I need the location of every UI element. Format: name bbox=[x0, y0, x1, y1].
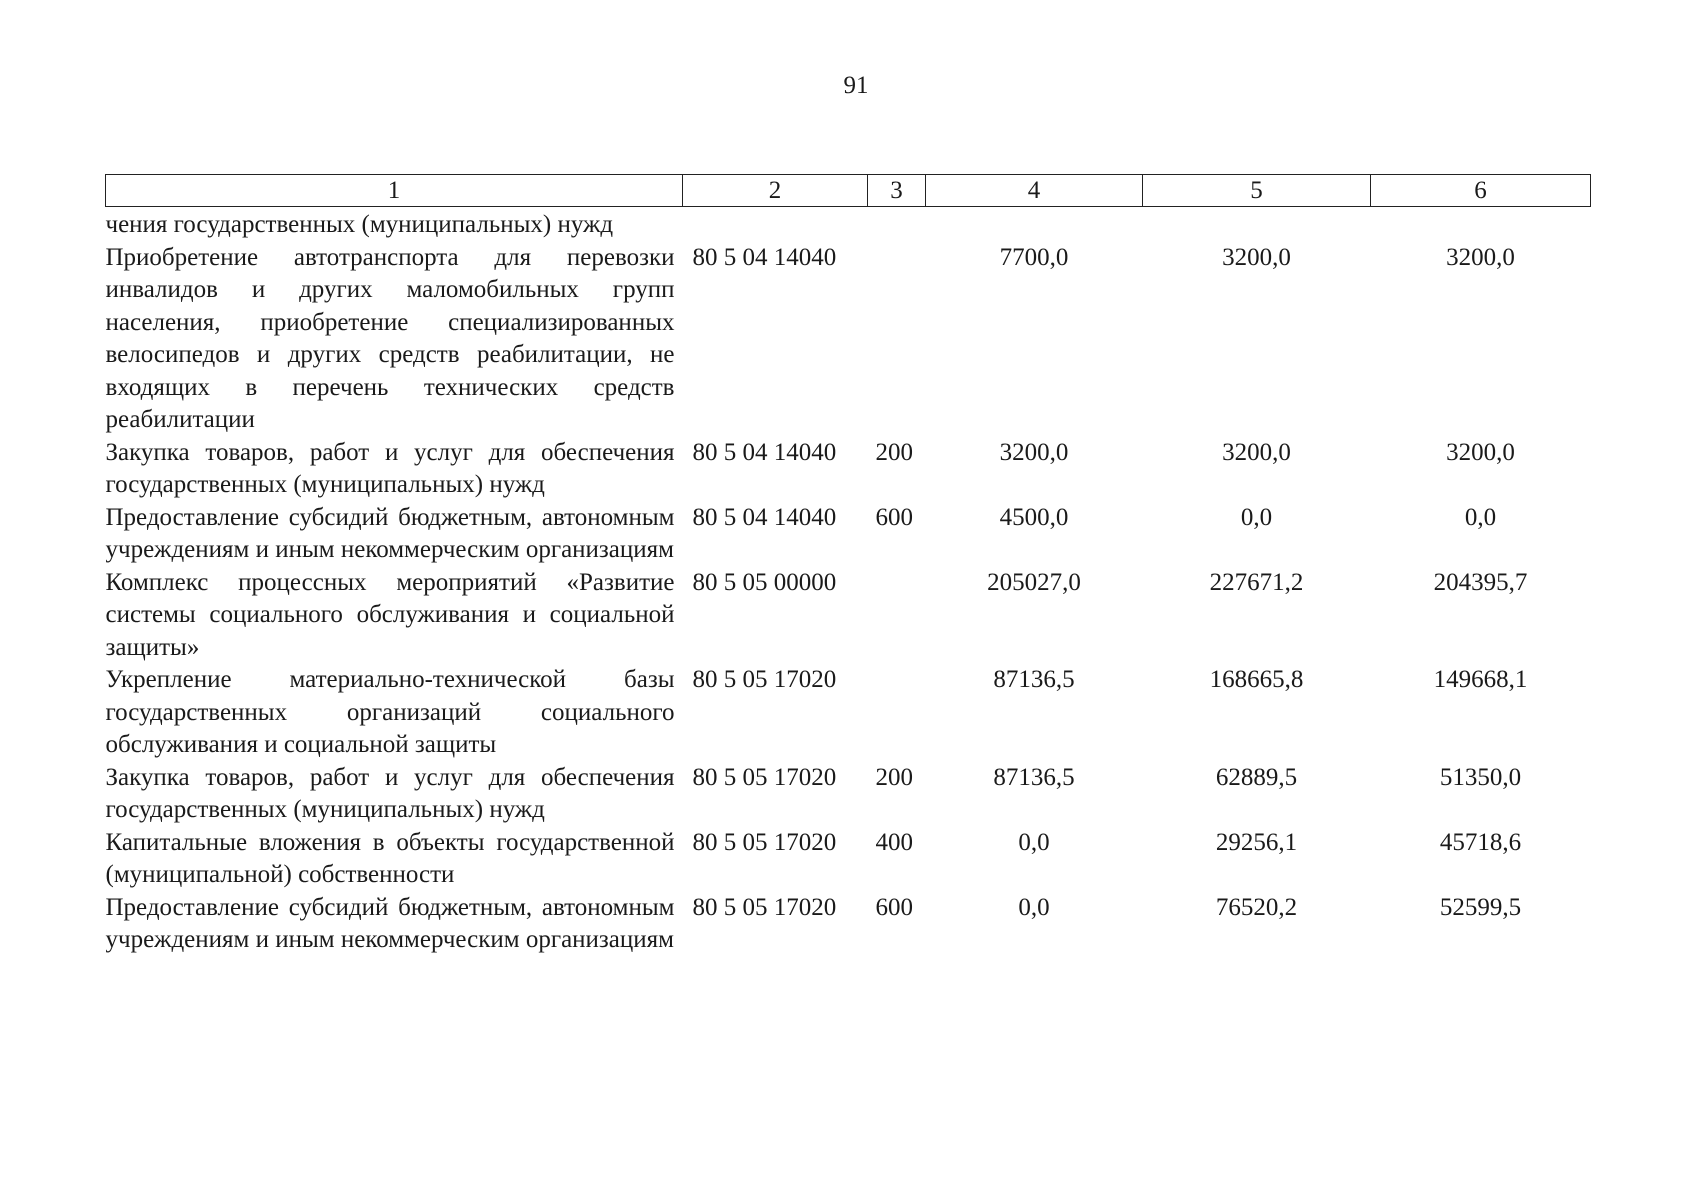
header-col-1: 1 bbox=[106, 175, 683, 207]
row-name: Приобретение автотранспорта для перевозки инвалидов и других маломобильных групп населения, приобретение специализированных велосипедов и других средств реабилитации, не входящих в перечень технических средств реабилитации bbox=[105, 243, 675, 433]
row-col4: 0,0 bbox=[1018, 828, 1050, 856]
row-col6: 3200,0 bbox=[1446, 243, 1515, 271]
row-col6 bbox=[1371, 207, 1591, 242]
row-type bbox=[868, 242, 926, 437]
row-code bbox=[683, 207, 868, 242]
row-name: Капитальные вложения в объекты государственной (муниципальной) собственности bbox=[105, 828, 675, 888]
row-col5: 168665,8 bbox=[1209, 666, 1304, 693]
row-name: Закупка товаров, работ и услуг для обеспечения государственных (муниципальных) нужд bbox=[105, 763, 675, 823]
row-col4: 4500,0 bbox=[999, 503, 1069, 531]
row-type: 200 bbox=[875, 763, 913, 791]
row-col4: 3200,0 bbox=[999, 438, 1069, 466]
row-type: 400 bbox=[875, 828, 913, 856]
row-col6: 204395,7 bbox=[1433, 568, 1528, 596]
row-type: 600 bbox=[875, 893, 913, 921]
row-col4: 7700,0 bbox=[999, 243, 1069, 271]
row-col5: 0,0 bbox=[1240, 503, 1273, 531]
row-col6: 52599,5 bbox=[1439, 893, 1522, 921]
row-type bbox=[868, 664, 926, 762]
row-type: 600 bbox=[875, 503, 913, 531]
row-col4 bbox=[926, 207, 1143, 242]
table-header bbox=[106, 175, 1591, 207]
table-row bbox=[106, 437, 1591, 502]
row-name: Комплекс процессных мероприятий «Развитие системы социального обслуживания и социальной защиты» bbox=[105, 568, 675, 661]
row-type bbox=[868, 207, 926, 242]
row-code: 80 5 05 17020 bbox=[692, 763, 837, 791]
row-col5: 3200,0 bbox=[1222, 243, 1291, 271]
table-row bbox=[106, 567, 1591, 665]
row-code: 80 5 05 17020 bbox=[692, 893, 837, 921]
table-row bbox=[106, 762, 1591, 827]
row-code: 80 5 05 00000 bbox=[692, 568, 837, 596]
row-code: 80 5 05 17020 bbox=[692, 666, 837, 693]
row-col4: 0,0 bbox=[1018, 893, 1050, 921]
table-row bbox=[106, 502, 1591, 567]
table-row bbox=[106, 207, 1591, 242]
row-col5: 29256,1 bbox=[1215, 828, 1298, 856]
row-col6: 149668,1 bbox=[1433, 666, 1528, 693]
row-code: 80 5 04 14040 bbox=[692, 243, 837, 271]
row-col5: 227671,2 bbox=[1209, 568, 1304, 596]
row-code: 80 5 04 14040 bbox=[692, 438, 837, 466]
row-name: чения государственных (муниципальных) нужд bbox=[105, 211, 614, 238]
row-col4: 87136,5 bbox=[993, 666, 1075, 693]
table-row bbox=[106, 892, 1591, 957]
budget-table bbox=[105, 174, 1591, 957]
row-col5: 3200,0 bbox=[1222, 438, 1291, 466]
row-col6: 3200,0 bbox=[1446, 438, 1515, 466]
table-row bbox=[106, 242, 1591, 437]
row-code: 80 5 05 17020 bbox=[692, 828, 837, 856]
row-col4: 205027,0 bbox=[987, 568, 1081, 596]
table-row bbox=[106, 827, 1591, 892]
header-col-5: 5 bbox=[1143, 175, 1371, 207]
row-col5 bbox=[1143, 207, 1371, 242]
row-type: 200 bbox=[875, 438, 913, 466]
header-col-6: 6 bbox=[1371, 175, 1591, 207]
row-col5: 76520,2 bbox=[1215, 893, 1298, 921]
row-name: Закупка товаров, работ и услуг для обеспечения государственных (муниципальных) нужд bbox=[105, 438, 675, 498]
header-col-4: 4 bbox=[926, 175, 1143, 207]
page-number: 91 bbox=[843, 72, 869, 99]
row-col5: 62889,5 bbox=[1215, 763, 1298, 791]
row-col4: 87136,5 bbox=[993, 763, 1075, 791]
row-type bbox=[868, 567, 926, 665]
row-name: Предоставление субсидий бюджетным, автономным учреждениям и иным некоммерческим организациям bbox=[105, 503, 675, 563]
row-col6: 0,0 bbox=[1464, 503, 1497, 531]
row-code: 80 5 04 14040 bbox=[692, 503, 837, 531]
header-col-2: 2 bbox=[683, 175, 868, 207]
header-col-3: 3 bbox=[868, 175, 926, 207]
header-row bbox=[106, 175, 1591, 207]
row-col6: 45718,6 bbox=[1439, 828, 1522, 856]
table-body bbox=[106, 207, 1591, 957]
row-name: Предоставление субсидий бюджетным, автономным учреждениям и иным некоммерческим организациям bbox=[105, 893, 675, 953]
row-col6: 51350,0 bbox=[1439, 763, 1522, 791]
row-name: Укрепление материально-технической базы государственных организаций социального обслуживания и социальной защиты bbox=[105, 666, 675, 758]
table-row bbox=[106, 664, 1591, 762]
